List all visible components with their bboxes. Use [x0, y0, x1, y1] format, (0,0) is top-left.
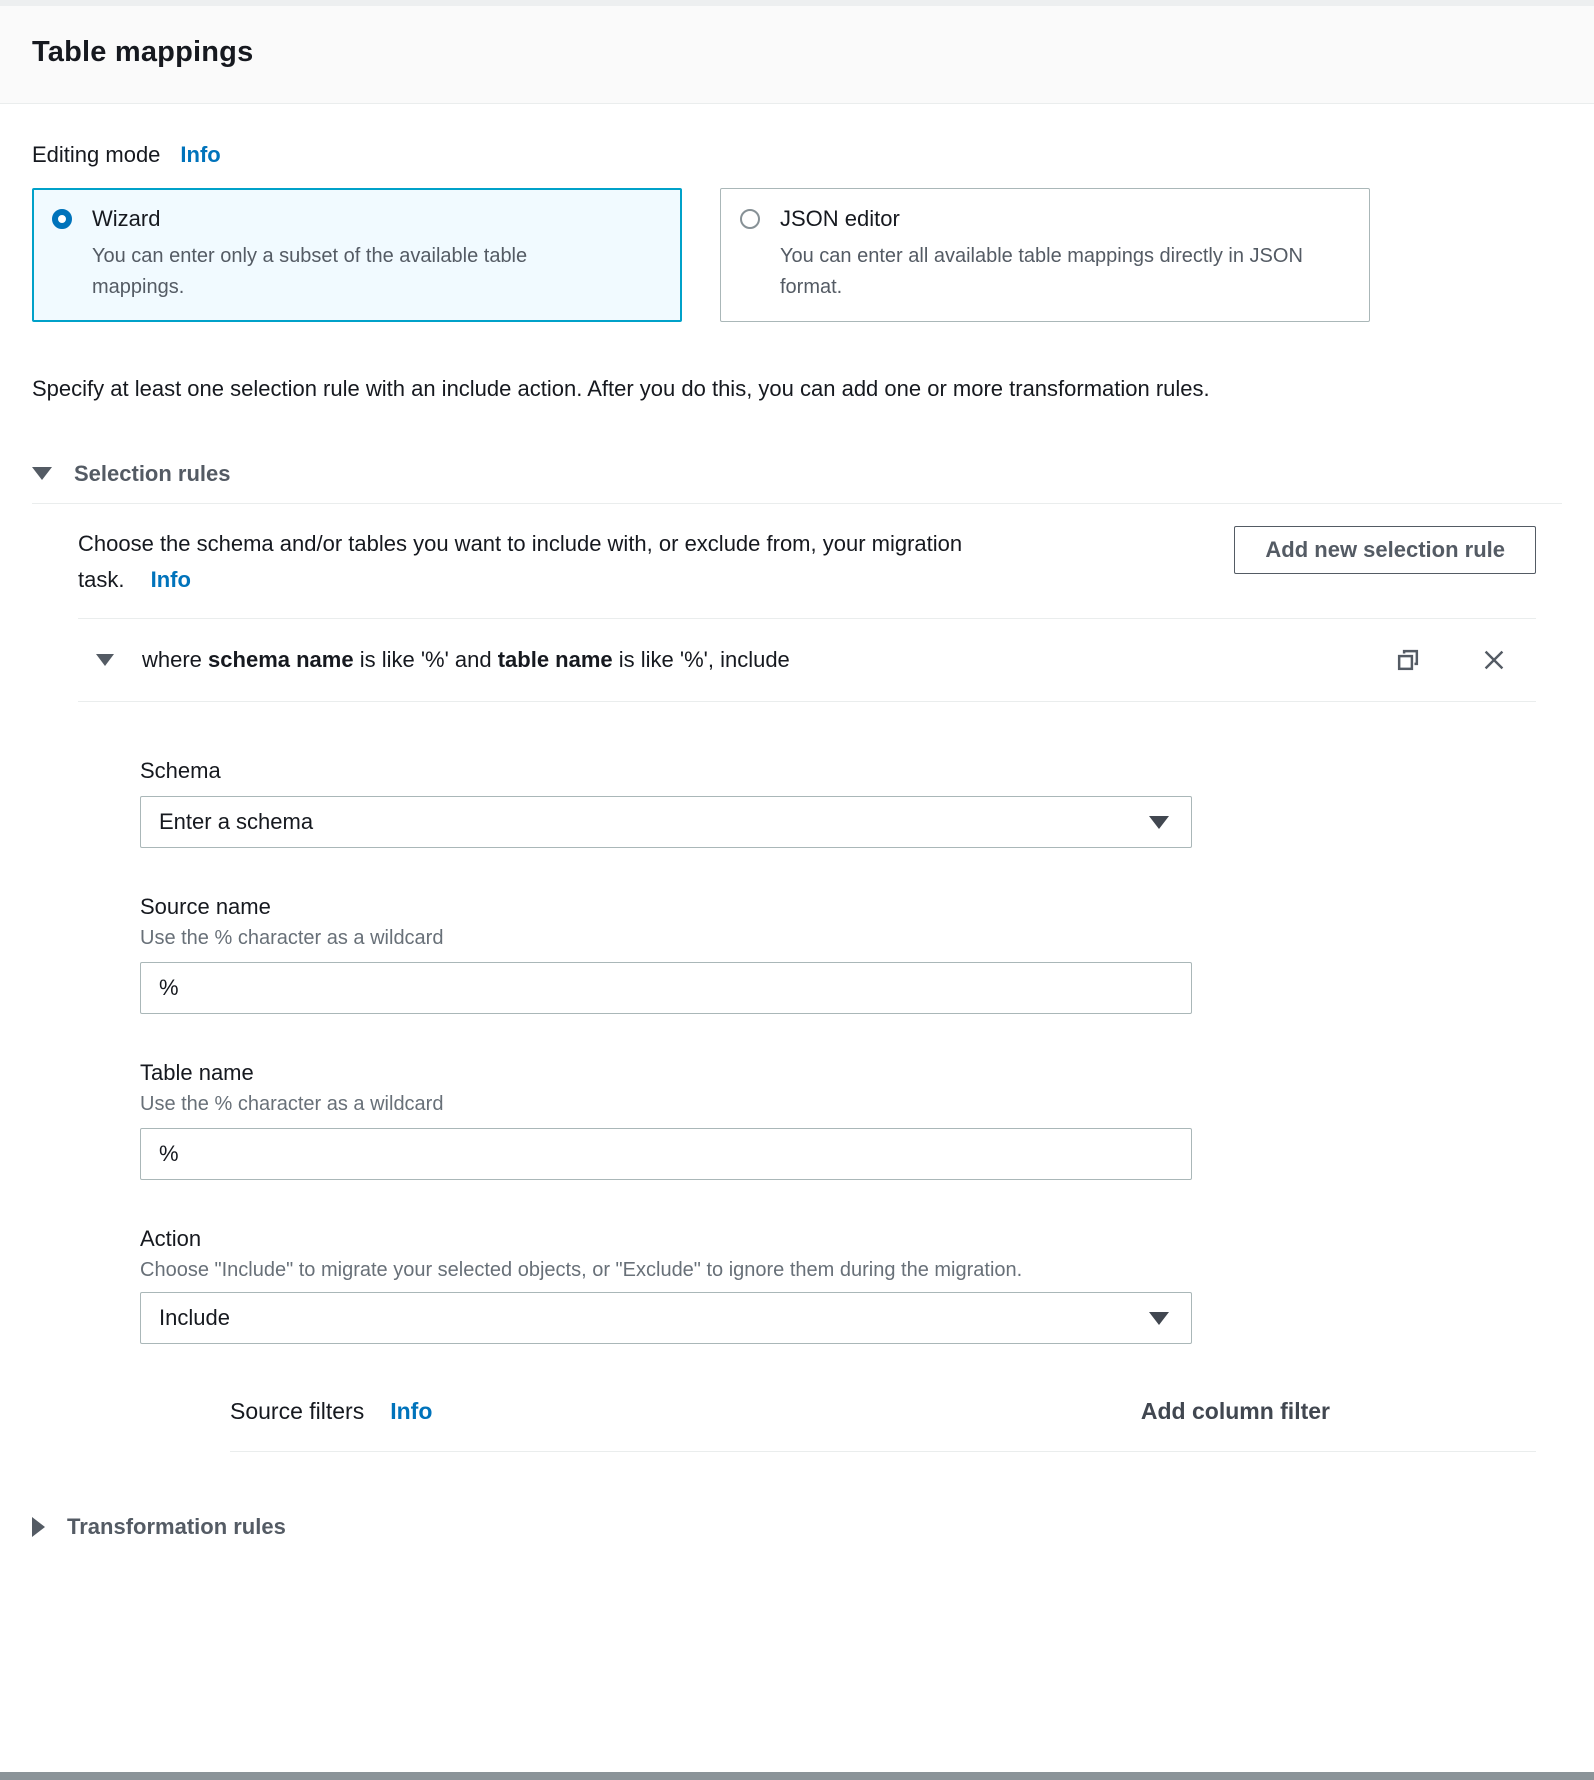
caret-down-icon — [32, 467, 52, 480]
rule-action-icons — [1394, 646, 1508, 674]
source-filters-label: Source filters — [230, 1398, 365, 1425]
action-helper: Choose "Include" to migrate your selected objects, or "Exclude" to ignore them during the migration. — [140, 1259, 1023, 1282]
rule-summary-text: is like '%', include — [612, 647, 790, 673]
page-title: Table mappings — [32, 36, 254, 68]
table-mappings-panel — [0, 142, 1594, 1540]
table-name-helper: Use the % character as a wildcard — [140, 1093, 444, 1116]
selection-rules-info-link[interactable]: Info — [150, 567, 191, 593]
action-label: Action — [140, 1226, 202, 1252]
source-name-helper: Use the % character as a wildcard — [140, 927, 444, 950]
selection-rule-header-row — [78, 619, 1536, 701]
rule-summary-text: is like '%' and — [353, 647, 498, 673]
wizard-card-title-row — [52, 206, 662, 232]
schema-select[interactable] — [140, 796, 1192, 848]
selection-rules-content — [78, 526, 1536, 1453]
selection-rules-intro-row — [78, 526, 1536, 599]
source-name-label: Source name — [140, 894, 271, 920]
table-name-input[interactable] — [140, 1128, 1192, 1180]
caret-right-icon — [32, 1517, 45, 1537]
divider — [78, 701, 1536, 702]
close-icon — [1482, 648, 1506, 672]
selection-rule-fields — [140, 758, 1192, 1344]
duplicate-rule-button[interactable] — [1394, 646, 1422, 674]
schema-select-value: Enter a schema — [159, 809, 314, 835]
table-name-field-group — [140, 1060, 1192, 1180]
wizard-card-title: Wizard — [92, 206, 161, 231]
source-name-field-group — [140, 894, 1192, 1014]
add-selection-rule-button[interactable]: Add new selection rule — [1234, 526, 1536, 574]
schema-label: Schema — [140, 758, 221, 784]
remove-rule-button[interactable] — [1480, 646, 1508, 674]
radio-selected-icon[interactable] — [52, 209, 72, 229]
json-card-description: You can enter all available table mappings directly in JSON format. — [780, 245, 1303, 298]
transformation-rules-title: Transformation rules — [67, 1514, 286, 1540]
copy-icon — [1395, 647, 1421, 673]
selection-rules-title: Selection rules — [74, 460, 231, 486]
editing-mode-info-link[interactable]: Info — [180, 142, 221, 167]
add-column-filter-button[interactable]: Add column filter — [1140, 1398, 1330, 1425]
selection-rules-header[interactable] — [32, 461, 1562, 487]
rule-summary-table-name: table name — [497, 647, 613, 673]
panel-header — [0, 6, 1594, 104]
source-name-input[interactable] — [140, 962, 1192, 1014]
source-filters-section — [230, 1398, 1536, 1452]
editing-mode-row — [32, 142, 1562, 168]
caret-down-icon — [1149, 1312, 1169, 1325]
json-card-title: JSON editor — [780, 206, 900, 231]
selection-rules-description — [78, 526, 983, 599]
divider — [32, 503, 1562, 504]
selection-rules-section — [32, 461, 1562, 1453]
caret-down-icon[interactable] — [96, 654, 114, 666]
intro-paragraph: Specify at least one selection rule with an include action. After you do this, you can add one or more transformation rules. — [32, 376, 1210, 401]
editing-mode-label: Editing mode — [32, 142, 161, 167]
rule-summary-schema-name: schema name — [208, 647, 354, 673]
wizard-mode-card[interactable] — [32, 188, 682, 322]
selection-rules-description-text: Choose the schema and/or tables you want to include with, or exclude from, your migration task. — [78, 530, 963, 593]
schema-field-group — [140, 758, 1192, 848]
bottom-edge-bar — [0, 1772, 1594, 1780]
action-select[interactable] — [140, 1292, 1192, 1344]
table-name-label: Table name — [140, 1060, 254, 1086]
divider — [230, 1451, 1536, 1452]
json-editor-mode-card[interactable] — [720, 188, 1370, 322]
action-select-value: Include — [159, 1305, 230, 1331]
transformation-rules-header[interactable] — [32, 1514, 1562, 1540]
rule-summary-text: where — [142, 647, 209, 673]
editing-mode-cards — [32, 188, 1562, 322]
radio-unselected-icon[interactable] — [740, 209, 760, 229]
json-card-title-row — [740, 206, 1350, 232]
caret-down-icon — [1149, 816, 1169, 829]
source-filters-row — [230, 1398, 1536, 1425]
selection-rule-summary — [142, 647, 790, 673]
action-field-group — [140, 1226, 1192, 1344]
source-filters-info-link[interactable]: Info — [390, 1398, 433, 1425]
wizard-card-description: You can enter only a subset of the available table mappings. — [92, 245, 528, 298]
